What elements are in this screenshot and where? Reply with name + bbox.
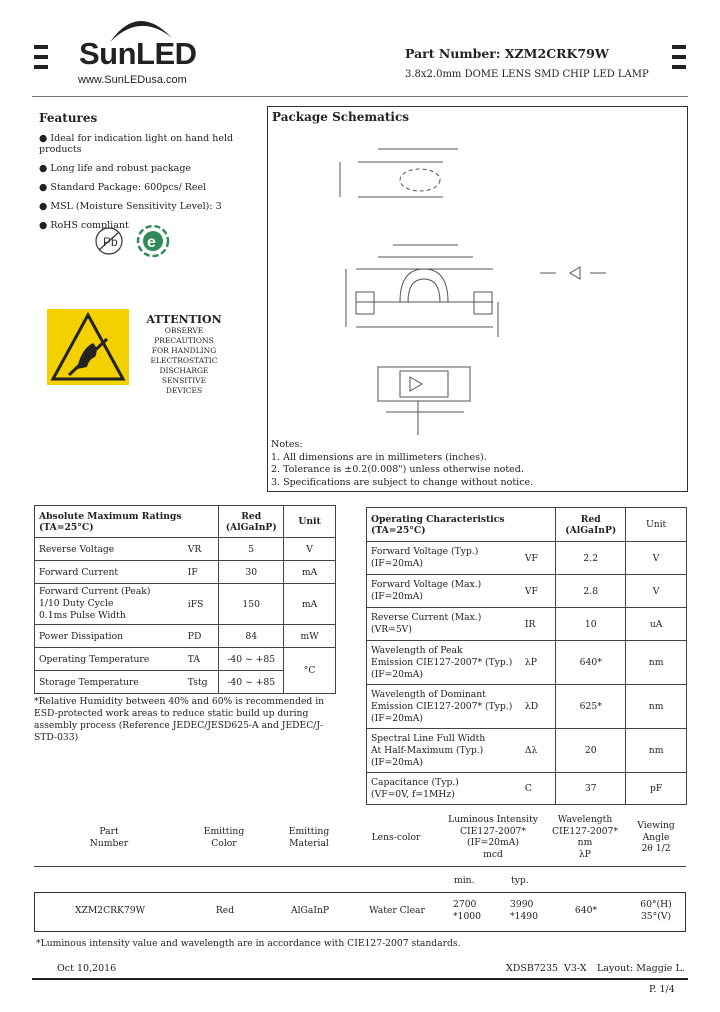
unit-cell: mW (284, 625, 336, 648)
wavelength-cell: 640* (574, 905, 598, 916)
e-mark: e (147, 234, 156, 251)
param-cell (367, 685, 521, 729)
col-header-typ: typ. (511, 875, 529, 886)
value-cell: 10 (556, 608, 626, 641)
unit-cell: V (626, 575, 687, 608)
part-selection-table (34, 812, 686, 932)
param-line: Forward Voltage (Typ.) (371, 546, 479, 557)
feature-item: ● Standard Package: 600pcs/ Reel (39, 182, 207, 193)
header-divider (32, 96, 688, 97)
unit-cell: °C (284, 648, 336, 694)
table-row (367, 641, 687, 685)
param-line: Capacitance (Typ.) (371, 776, 459, 788)
attention-line: DEVICES (165, 386, 203, 395)
param-cell (367, 729, 521, 773)
feature-item: ● Long life and robust package (39, 163, 192, 174)
value-cell: -40 ~ +85 (219, 671, 284, 694)
part-number-title: Part Number: XZM2CRK79W (405, 46, 609, 61)
header-line: CIE127-2007* (460, 825, 526, 837)
param-line: (VF=0V, f=1MHz) (371, 788, 455, 800)
notes-title: Notes: (271, 439, 303, 450)
product-subtitle: 3.8x2.0mm DOME LENS SMD CHIP LED LAMP (405, 69, 649, 80)
value-cell: 150 (219, 584, 284, 625)
abs-max-subtitle: (TA=25°C) (39, 521, 94, 533)
col-header-material (274, 826, 344, 850)
param-cell (367, 575, 521, 608)
right-bars-decoration (672, 45, 686, 75)
col-header-wavelength (550, 814, 620, 860)
table-row (35, 625, 336, 648)
symbol-cell: PD (184, 625, 219, 648)
angle-value: 35°(V) (640, 911, 672, 922)
symbol-cell: IF (184, 561, 219, 584)
symbol-cell: λD (521, 685, 556, 729)
op-char-header (367, 508, 556, 542)
header-line: Emitting (203, 826, 245, 837)
symbol-cell: Tstg (184, 671, 219, 694)
param-line: (IF=20mA) (371, 712, 423, 724)
table-row (34, 892, 686, 932)
value-cell: 84 (219, 625, 284, 648)
table-row (367, 575, 687, 608)
attention-title: ATTENTION (146, 313, 222, 326)
humidity-note-text: Relative Humidity between 40% and 60% is recommended in ESD-protected work areas to reduce static build up during assembly process (Reference JEDEC/JESD625-A and JEDEC/J-STD-033) (34, 696, 325, 743)
table-row (35, 648, 336, 671)
symbol-cell: IR (521, 608, 556, 641)
rohs-e-icon (136, 224, 170, 258)
attention-lines (136, 326, 232, 396)
angle-cell (631, 899, 681, 923)
op-char-title: Operating Characteristics (371, 513, 505, 525)
unit-cell: nm (626, 729, 687, 773)
header-line: Wavelength (557, 814, 613, 825)
abs-max-header (35, 506, 219, 538)
feature-item: ● RoHS compliant (39, 220, 129, 231)
attention-line: OBSERVE PRECAUTIONS (154, 326, 214, 345)
col-header-color (189, 826, 259, 850)
value-cell: 30 (219, 561, 284, 584)
abs-max-red-header (219, 506, 284, 538)
features-title: Features (39, 111, 98, 125)
unit-cell: V (626, 542, 687, 575)
header-line: Part (99, 826, 119, 837)
col-header-min: min. (454, 875, 475, 886)
luminous-footnote: *Luminous intensity value and wavelength are in accordance with CIE127-2007 standards. (36, 938, 461, 949)
param-line: (IF=20mA) (371, 591, 423, 602)
footer-layout: Layout: Maggie L. (597, 963, 685, 974)
symbol-cell: VF (521, 575, 556, 608)
col-header-angle (628, 820, 684, 855)
param-cell: Storage Temperature (35, 671, 184, 694)
attention-line: ELECTROSTATIC (150, 356, 218, 365)
param-line: 0.1ms Pulse Width (39, 610, 126, 621)
unit-cell: nm (626, 685, 687, 729)
humidity-note: *Relative Humidity between 40% and 60% is recommended in ESD-protected work areas to reduce static build up during assembly process (Reference JEDEC/JESD625-A and JEDEC/J-STD-033) (34, 696, 325, 743)
header-line: Angle (642, 831, 670, 843)
col-header-luminous (438, 814, 548, 860)
header-line: Material (289, 838, 329, 849)
op-char-unit-header: Unit (626, 508, 687, 542)
header-line: Luminous Intensity (448, 814, 538, 825)
value-cell: 2.8 (556, 575, 626, 608)
param-line: Forward Current (Peak) (39, 586, 151, 597)
table-line (34, 866, 686, 867)
part-number-cell: XZM2CRK79W (74, 905, 146, 916)
typ-value: *1490 (510, 911, 538, 922)
param-line: 1/10 Duty Cycle (39, 598, 114, 609)
footer-version: V3-X (564, 963, 587, 974)
algainp-label: (AlGaInP) (565, 524, 617, 536)
table-row (367, 773, 687, 805)
param-cell (367, 542, 521, 575)
color-cell: Red (215, 905, 235, 916)
sunled-logo: SunLED (79, 36, 197, 71)
header-line: Number (89, 838, 129, 849)
param-cell (367, 608, 521, 641)
param-cell: Reverse Voltage (35, 538, 184, 561)
schematic-notes (271, 439, 533, 489)
footer-date: Oct 10,2016 (57, 963, 117, 974)
attention-line: SENSITIVE (161, 376, 207, 385)
page-number: P. 1/4 (649, 984, 675, 995)
param-cell (367, 773, 521, 805)
schematics-title: Package Schematics (272, 110, 410, 124)
lens-cell: Water Clear (369, 905, 425, 916)
param-line: Emission CIE127-2007* (Typ.) (371, 700, 513, 712)
value-cell: 37 (556, 773, 626, 805)
absolute-max-ratings-table (34, 505, 336, 694)
value-cell: 2.2 (556, 542, 626, 575)
abs-max-title: Absolute Maximum Ratings (39, 510, 182, 522)
table-row (367, 685, 687, 729)
value-cell: 20 (556, 729, 626, 773)
operating-characteristics-table (366, 507, 687, 805)
op-char-subtitle: (TA=25°C) (371, 524, 426, 536)
feature-item: ● MSL (Moisture Sensitivity Level): 3 (39, 201, 222, 212)
header-line: Emitting (288, 826, 330, 837)
typ-value: 3990 (510, 899, 534, 910)
header-line: (IF=20mA) (467, 837, 519, 848)
symbol-cell: Δλ (521, 729, 556, 773)
header-line: λP (578, 848, 591, 860)
symbol-cell: VF (521, 542, 556, 575)
op-char-red-header (556, 508, 626, 542)
header-line: nm (577, 837, 593, 848)
attention-block (136, 313, 232, 396)
param-cell (367, 641, 521, 685)
param-line: Spectral Line Full Width (371, 732, 486, 744)
param-line: (IF=20mA) (371, 668, 423, 680)
value-cell: 625* (556, 685, 626, 729)
value-cell: -40 ~ +85 (219, 648, 284, 671)
header-line: 2θ 1/2 (641, 843, 671, 854)
pb-mark: Pb (103, 235, 118, 249)
website-url[interactable]: www.SunLEDusa.com (78, 74, 187, 86)
table-row (367, 608, 687, 641)
attention-line: DISCHARGE (159, 366, 209, 375)
symbol-cell: VR (184, 538, 219, 561)
left-bars-decoration (34, 45, 48, 75)
unit-cell: uA (626, 608, 687, 641)
abs-max-unit-header: Unit (284, 506, 336, 538)
param-cell: Power Dissipation (35, 625, 184, 648)
param-line: Forward Voltage (Max.) (371, 579, 482, 590)
footer-doc-number: XDSB7235 (506, 963, 559, 974)
param-cell (35, 584, 184, 625)
param-line: At Half-Maximum (Typ.) (371, 744, 484, 756)
header-line: mcd (483, 848, 503, 860)
param-line: (VR=5V) (371, 624, 412, 635)
min-value: 2700 (453, 899, 477, 910)
header-line: Color (211, 838, 237, 849)
param-line: (IF=20mA) (371, 756, 423, 768)
note-line: 3. Specifications are subject to change without notice. (271, 476, 534, 488)
table-row (35, 538, 336, 561)
param-line: (IF=20mA) (371, 558, 423, 569)
min-cell (453, 899, 481, 923)
param-line: Reverse Current (Max.) (371, 612, 482, 623)
pb-free-icon (94, 226, 124, 256)
angle-value: 60°(H) (640, 899, 672, 910)
table-row (367, 729, 687, 773)
param-line: Wavelength of Dominant (371, 688, 486, 700)
header-line: Viewing (637, 820, 675, 831)
unit-cell: V (284, 538, 336, 561)
note-line: 2. Tolerance is ±0.2(0.008") unless otherwise noted. (271, 464, 524, 475)
col-header-lens: Lens-color (371, 832, 421, 843)
value-cell: 5 (219, 538, 284, 561)
param-cell: Operating Temperature (35, 648, 184, 671)
red-label: Red (580, 513, 601, 525)
col-header-part (74, 826, 144, 850)
symbol-cell: C (521, 773, 556, 805)
schematic-drawing (268, 127, 688, 443)
table-row (35, 561, 336, 584)
param-line: Emission CIE127-2007* (Typ.) (371, 656, 513, 668)
symbol-cell: λP (521, 641, 556, 685)
unit-cell: pF (626, 773, 687, 805)
note-line: 1. All dimensions are in millimeters (inches). (271, 451, 487, 463)
red-label: Red (241, 510, 262, 522)
param-cell: Forward Current (35, 561, 184, 584)
param-line: Wavelength of Peak (371, 644, 463, 656)
package-schematics-box (267, 106, 688, 492)
footer-divider (32, 978, 688, 980)
unit-cell: mA (284, 584, 336, 625)
symbol-cell: iFS (184, 584, 219, 625)
unit-cell: mA (284, 561, 336, 584)
min-value: *1000 (453, 911, 481, 922)
material-cell: AlGaInP (290, 905, 330, 916)
symbol-cell: TA (184, 648, 219, 671)
unit-cell: nm (626, 641, 687, 685)
algainp-label: (AlGaInP) (225, 521, 277, 533)
table-row (35, 584, 336, 625)
attention-line: FOR HANDLING (151, 346, 217, 355)
feature-item: ● Ideal for indication light on hand held products (39, 133, 234, 155)
typ-cell (510, 899, 538, 923)
value-cell: 640* (556, 641, 626, 685)
header-line: CIE127-2007* (552, 825, 618, 837)
table-row (367, 542, 687, 575)
esd-warning-icon (47, 309, 129, 385)
